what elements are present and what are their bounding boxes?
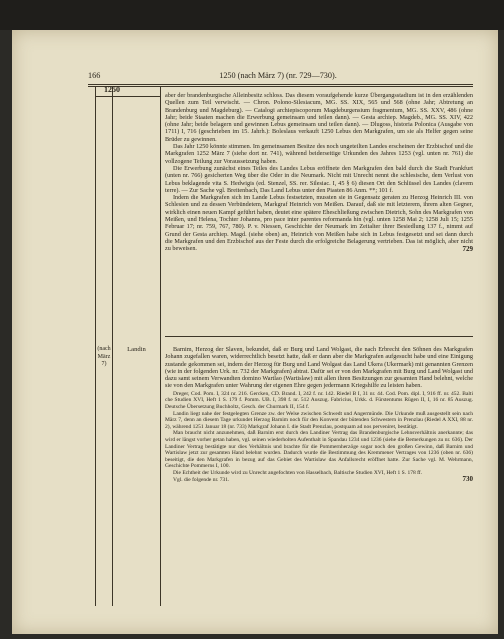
- entry-730-note-2: Landin liegt nahe der festgelegten Grenze zw. der Welse zwischen Schwedt und Angermünde. Die Urkunde muß ausgestellt sein nach März 7, denn an diesem Tage urkundet Herzog Barnim noch für den Konvent der bütenden Schwestern in Prenzlau (Riedel A XXI, 88 nr. 2), während 1251 Januar 18 (nr. 733) Markgraf Johann I. die Stadt Prenzlau, postquam ad nos perveniret, bestätigt.: [165, 410, 473, 430]
- entry-730-note-1: Dreger, Cod. Pom. I, 324 nr. 216. Gercken, CD. Brand. I, 242 f. nr. 142. Riedel B I, 31 nr. 44. Cod. Pom. dipl. I, 916 ff. nr. 452. Balti che Studien XVI, Heft 1 S. 179 f. Pomm. UB. I, 398 f. nr. 512 Auszug. Fabricius, Urkk. d. Fürstentums Rügen II, I, 16 nr. 85 Auszug. Deutsche Übersetzung Buchholtz, Gesch. der Churmark II, 154 f.: [165, 390, 473, 410]
- entry-729-text: [165, 92, 473, 253]
- entry-730-note-5: Vgl. die folgende nr. 731.: [173, 476, 230, 483]
- entry-729-paragraph-2: Das Jahr 1250 könnte stimmen. Im gemeinsamen Besitze des noch ungeteilten Landes erscheinen der Erzbischof und die Markgrafen 1252 März 7 (siehe dort nr. 741), während beiderseitige Urkunden des Jahres 1253 (vgl. unten nr. 761) die vollzogene Teilung zur Voraussetzung haben.: [165, 143, 473, 165]
- entry-729-number: 729: [462, 244, 473, 253]
- header-rule-2: [88, 86, 473, 87]
- scan-dark-margin: [0, 0, 504, 30]
- running-header: [88, 70, 468, 82]
- entry-730-note-4: Die Echtheit der Urkunde wird zu Unrecht angefochten von Hasselbach, Baltische Studien XVI, Heft 1 S. 178 ff.: [173, 469, 423, 476]
- page-number: 166: [88, 71, 101, 80]
- entry-729-paragraph-4: Indem die Markgrafen sich im Lande Lebus festsetzten, mussten sie in Gegensatz geraten zu Herzog Heinrich III. von Schlesien und zu dessen Verbündetem, Markgraf Heinrich von Meißen. Darauf, daß sie mit letzterem, ihrem alten Gegner, wirklich einen neuen Kampf geführt haben, deutet eine spätere Eheschließung zwischen Dietrich, Sohn des Markgrafen von Meißen, und Helena, Tochter Johanns, pro pace inter parentes reformanda hin (vgl. unten 1258 Mai 2; 1258 Juli 15; 1255 Februar 17; nr. 759, 767, 780). P. v. Niessen, Geschichte der Neumark im Zeitalter ihrer Besiedlung 137 f., nimmt auf Grund der Gesta archiep. Magd. (siehe oben) an, Heinrich von Meißen habe sich in Lebus festgesetzt und sei dann durch die Markgrafen und den Erzbischof aus der Feste durch die erfolgreiche Belagerung vertrieben. Das ist möglich, aber nicht zu beweisen.: [165, 194, 473, 253]
- entry-729-paragraph-3: Die Erwerbung zunächst eines Teiles des Landes Lebus eröffnete den Markgrafen den bald durch die Stadt Frankfurt (unten nr. 766) gesicherten Weg über die Oder in die Neumark. Nicht mit Unrecht nennt die schlesische, dem Verlust von Lebus beklagende vita S. Hedwigis (ed. Stenzel, SS. rer. Silesiac. I, 45 § 6) diesen Ort den Schlüssel des Landes (clavem terre). — Zur Sache vgl. Breitenbach, Das Land Lebus unter den Piasten 86 Anm. **; 101 f.: [165, 164, 473, 194]
- entry-year: 1250: [104, 85, 120, 94]
- entry-730-paragraph-1: Barnim, Herzog der Slaven, bekundet, daß er Burg und Land Wolgast, die nach Erbrecht den Söhnen des Markgrafen Johann zugefallen waren, widerrechtlich besetzt hatte, daß er dann aber die Markgrafen aufgesucht habe und eine Einigung zustande gekommen sei, indem der Herzog für Burg und Land Wolgast das Land Ukera (Ukermark) mit genannten Grenzen (wie in der folgenden Urk. nr. 732 der Markgrafen) abtrat. Dafür sei er von den Markgrafen mit Burg und Land Wolgast und dazu samt seinem Verwandten domino Wartlao (Wartislaw) mit allen ihren Besitzungen zur gesamten Hand belehnt, welche sie von den Markgrafen unter Wahrung der eigenen Ehre gegen jedermann Kriegshilfe zu leisten haben.: [165, 346, 473, 390]
- entry-730-place: Landin: [127, 346, 146, 353]
- entry-730-number: 730: [462, 475, 473, 484]
- entry-729-paragraph-1: aber der brandenburgische Alleinbesitz schloss. Das diesem voraufgehende kurze Übergangsstadium ist in den erzählenden Quellen zum Teil verwischt. — Chron. Polono-Silesiacum, MG. SS. XIX, 565 und 568 (ohne Jahr; Abtretung an Brandenburg und Magdeburg). — Catalogi archiepiscoporum Magdeburgensium fragmentum, MG. SS. XXV, 486 (ohne Jahr; beide Staaten machen die Erwerbung gemeinsam und teilen dann). — Gesta archiep. Magdeb., MG. SS. XIV, 422 (ohne Jahr; beide belagern und gewinnen Lebus gemeinsam und teilen dann). — Dlugoss, historia Polonica (Ausgabe von 1711) I, 716 (geschrieben im 15. Jahrh.): Boleslaus verkauft 1250 Lebus den Markgrafen, um sie als Helfer gegen seine Brüder zu gewinnen.: [165, 92, 473, 143]
- year-rule: [95, 96, 160, 97]
- entry-730-notes: [165, 391, 473, 483]
- entry-730-text: [165, 346, 473, 483]
- entry-730-note-3: Man braucht nicht anzunehmen, daß Barnim erst durch den Landiner Vertrag das Brandenburgische Lehnsverhältnis anerkannte; das wird er längst vorher getan haben, vgl. seinen wiederholten Aufenthalt in Spandau 1234 und 1236 (siehe die Bemerkungen zu nr. 636). Der Landiner Vertrag bestätigte nur dies Verhältnis und brachte für die Pommernherzöge sogar noch den großen Gewinn, daß Barnim und Wartislaw jetzt zur gesamten Hand belehnt wurden. Dadurch wurde die Bestimmung des Kremmener Vertrages von 1236 (oben nr. 636) beseitigt, die den Markgrafen in bezug auf das Gebiet des Wartislaw das Anfallsrecht eröffnet hatte. Zur Sache vgl. M. Wehrmann, Geschichte Pommerns I, 100.: [165, 430, 473, 470]
- header-rule: [88, 84, 473, 85]
- entry-730-date-note: (nach März 7): [97, 346, 111, 367]
- column-rule-right: [160, 86, 161, 606]
- running-title: 1250 (nach März 7) (nr. 729—730).: [219, 71, 337, 80]
- entry-divider: [165, 336, 473, 337]
